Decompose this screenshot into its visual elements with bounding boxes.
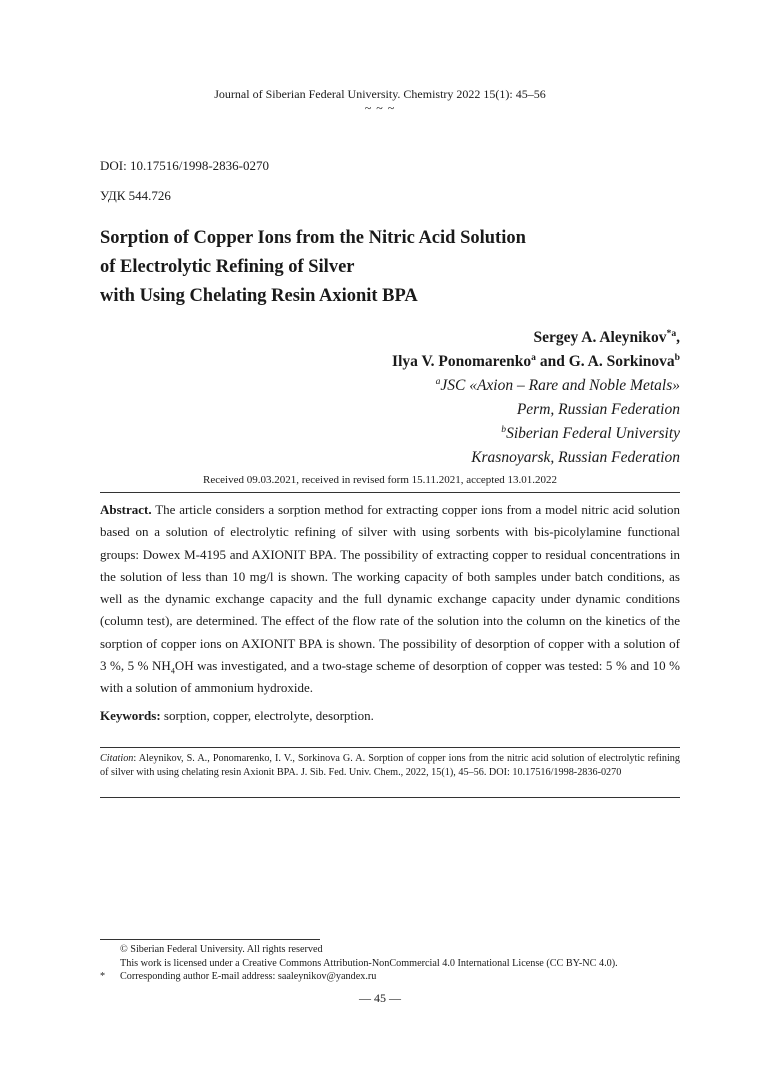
title-line-3: with Using Chelating Resin Axionit BPA	[100, 286, 418, 306]
keywords-text: sorption, copper, electrolyte, desorption.	[163, 708, 374, 723]
author-line-1	[392, 326, 680, 350]
abstract-text-2: OH was investigated, and a two-stage scheme of desorption of copper was tested: 5 % and 10 % with a solution of ammonium hydroxide.	[100, 658, 680, 696]
title-line-1: Sorption of Copper Ions from the Nitric Acid Solution	[100, 228, 526, 248]
doi: DOI: 10.17516/1998-2836-0270	[100, 158, 269, 173]
keywords-label: Keywords:	[100, 708, 161, 723]
affiliation-b-org	[392, 422, 680, 446]
citation-top-rule	[100, 747, 680, 748]
footnote-corresponding	[100, 970, 700, 984]
author-line-2	[392, 350, 680, 374]
title-line-2: of Electrolytic Refining of Silver	[100, 257, 355, 277]
udk-code: УДК 544.726	[100, 188, 171, 203]
author-2-affiliation-mark: a	[531, 351, 536, 363]
author-1-name: Sergey A. Aleynikov	[533, 329, 667, 346]
abstract-text-1: The article considers a sorption method for extracting copper ions from a model nitric acid solution based on a solution of electrolytic refining of silver with using sorbents with bis-picolylamine functional groups: Dowex M-4195 and AXIONIT BPA. The possibility of extracting copper to residual concentrations in the solution of less than 10 mg/l is shown. The working capacity of both samples under batch conditions, as well as the dynamic exchange capacity and the full dynamic exchange capacity under dynamic conditions (column test), are determined. The effect of the flow rate of the solution into the column on the kinetics of the sorption of copper ions on AXIONIT BPA is shown. The possibility of desorption of copper with a solution of 3 %, 5 % NH	[100, 502, 680, 674]
received-dates: Received 09.03.2021, received in revised form 15.11.2021, accepted 13.01.2022	[203, 474, 557, 486]
affiliation-b-mark: b	[501, 423, 507, 435]
footnote-rule	[100, 939, 320, 940]
license-text: This work is licensed under a Creative Commons Attribution-NonCommercial 4.0 International License (CC BY-NC 4.0).	[120, 957, 618, 969]
affiliation-a-org	[392, 374, 680, 398]
affiliation-a-city: Perm, Russian Federation	[516, 401, 680, 418]
header-ornament: ~ ~ ~	[364, 101, 396, 115]
affiliation-a-mark: a	[435, 375, 441, 387]
keywords	[100, 708, 680, 724]
footnote-copyright	[100, 943, 700, 957]
copyright-text: © Siberian Federal University. All rights reserved	[120, 944, 323, 955]
footnote-star: *	[100, 971, 106, 982]
citation-text: : Aleynikov, S. A., Ponomarenko, I. V., Sorkinova G. A. Sorption of copper ions from the nitric acid solution of electrolytic refining of silver with using chelating resin Axionit BPA. J. Sib. Fed. Univ. Chem., 2022, 15(1), 45–56. DOI: 10.17516/1998-2836-0270	[100, 753, 680, 778]
journal-header: Journal of Siberian Federal University. Chemistry 2022 15(1): 45–56	[214, 87, 546, 101]
author-1-comma: ,	[676, 329, 680, 346]
citation-label: Citation	[100, 753, 134, 764]
author-2-name: Ilya V. Ponomarenko	[392, 353, 532, 370]
author-1-affiliation-mark: *a	[666, 327, 677, 339]
affiliation-b-city: Krasnoyarsk, Russian Federation	[471, 449, 680, 466]
footnotes	[100, 943, 700, 984]
article-title	[100, 224, 660, 311]
abstract-subscript: 4	[170, 666, 175, 676]
abstract-label: Abstract.	[100, 502, 152, 517]
affiliation-b-name: Siberian Federal University	[506, 425, 680, 442]
citation-bottom-rule	[100, 797, 680, 798]
abstract	[100, 499, 680, 700]
corresponding-text: Corresponding author E-mail address: saaleynikov@yandex.ru	[120, 971, 377, 982]
author-3-name: G. A. Sorkinova	[568, 353, 675, 370]
abstract-top-rule	[100, 492, 680, 493]
author-3-affiliation-mark: b	[674, 351, 680, 363]
affiliation-a-name: JSC «Axion – Rare and Noble Metals»	[440, 377, 680, 394]
page-number: — 45 —	[359, 991, 401, 1005]
citation	[100, 752, 680, 780]
authors-block	[392, 326, 680, 470]
footnote-license	[100, 957, 700, 971]
authors-and: and	[539, 353, 565, 370]
